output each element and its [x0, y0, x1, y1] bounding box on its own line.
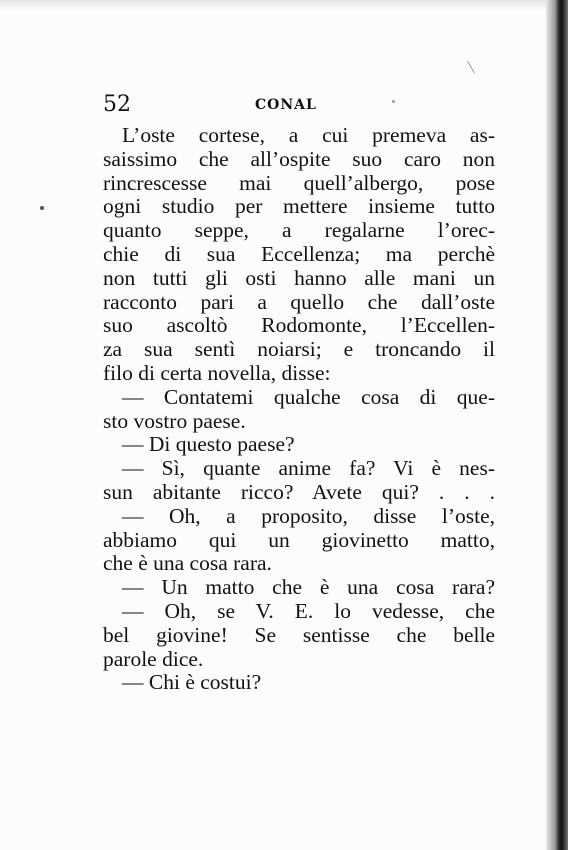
page-top-shadow	[0, 0, 546, 10]
text-line: abbiamo qui un giovinetto matto,	[103, 527, 495, 552]
text-line: — Di questo paese?	[122, 432, 295, 457]
body-text	[103, 124, 495, 695]
text-line: — Oh, se V. E. lo vedesse, che	[122, 598, 495, 623]
text-line: — Contatemi qualche cosa di que-	[122, 384, 495, 409]
text-line: sun abitante ricco? Avete qui? . . .	[103, 479, 495, 504]
paper-speck	[40, 206, 44, 210]
text-line: ogni studio per mettere insieme tutto	[103, 194, 495, 219]
text-line: che è una cosa rara.	[103, 551, 272, 576]
text-line: suo ascoltò Rodomonte, l’Eccellen-	[103, 313, 495, 338]
page-number: 52	[103, 92, 131, 117]
running-title: CONAL	[255, 97, 317, 113]
text-line: — Oh, a proposito, disse l’oste,	[122, 503, 495, 528]
page-header	[103, 92, 495, 118]
text-line: — Chi è costui?	[122, 670, 262, 695]
page-binding-edge	[546, 0, 568, 850]
text-line: parole dice.	[103, 646, 204, 671]
text-line: quanto seppe, a regalarne l’orec-	[103, 218, 495, 243]
text-line: L’oste cortese, a cui premeva as-	[122, 123, 495, 147]
text-line: za sua sentì noiarsi; e troncando il	[103, 337, 495, 362]
text-line: saissimo che all’ospite suo caro non	[103, 146, 495, 171]
text-line: non tutti gli osti hanno alle mani un	[103, 265, 495, 290]
text-line: racconto pari a quello che dall’oste	[103, 289, 495, 314]
text-line: rincrescesse mai quell’albergo, pose	[103, 170, 495, 195]
paper-mark	[461, 61, 475, 77]
text-line: filo di certa novella, disse:	[103, 360, 331, 385]
text-line: sto vostro paese.	[103, 408, 246, 433]
text-line: — Un matto che è una cosa rara?	[122, 575, 495, 600]
text-line: — Sì, quante anime fa? Vi è nes-	[122, 456, 495, 481]
text-line: bel giovine! Se sentisse che belle	[103, 622, 495, 647]
text-line: chie di sua Eccellenza; ma perchè	[103, 241, 495, 266]
